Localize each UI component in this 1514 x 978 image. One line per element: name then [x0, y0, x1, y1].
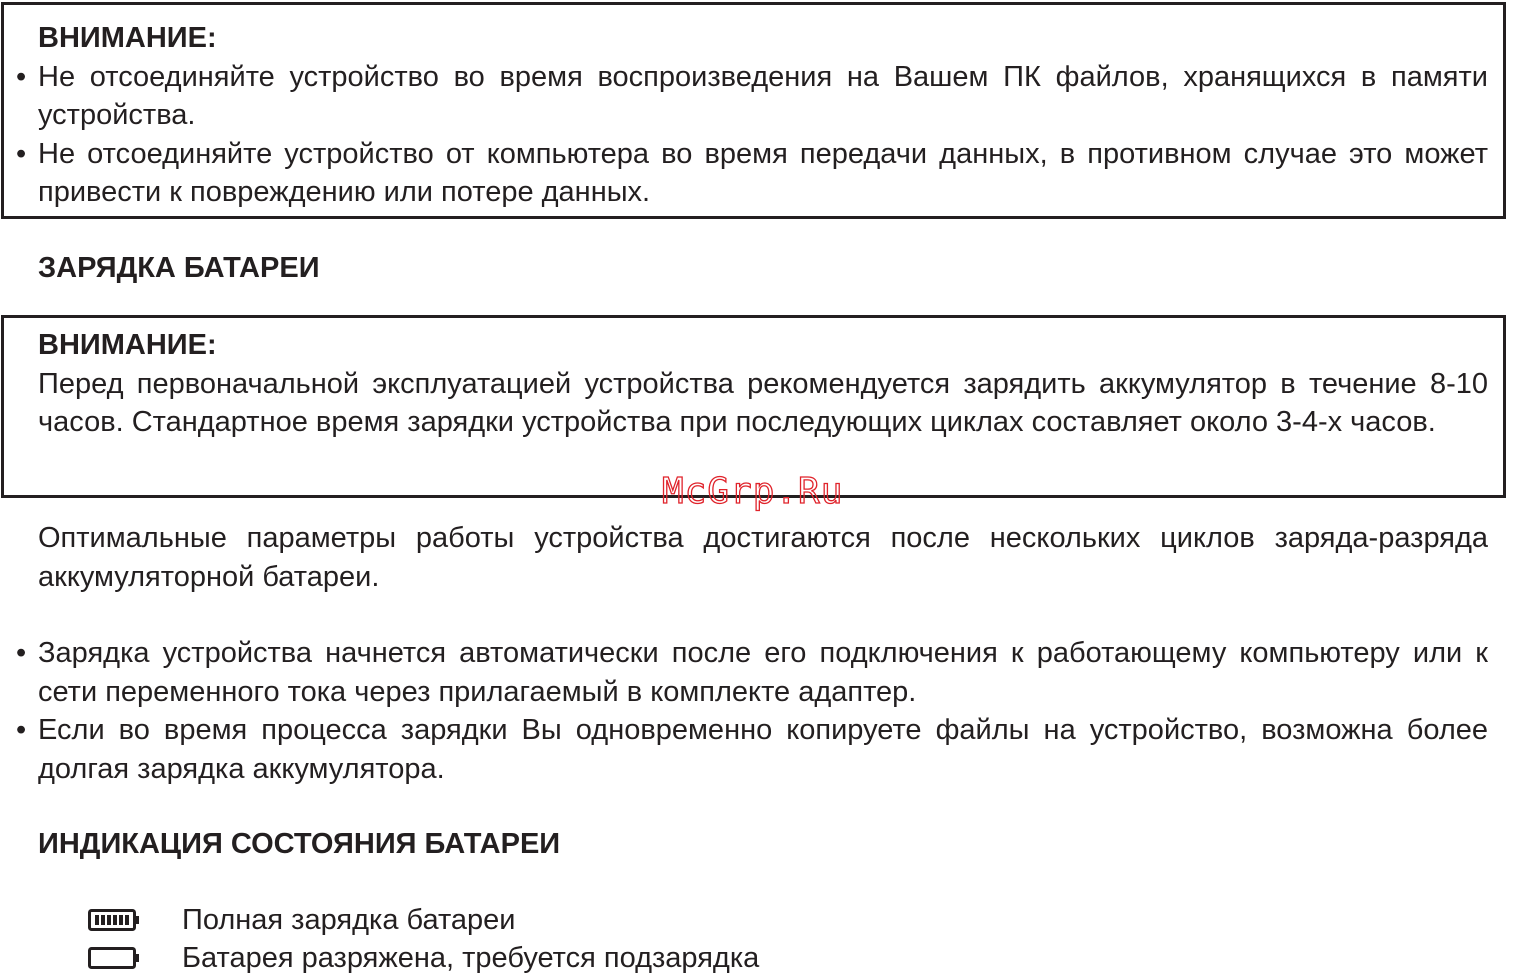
warning-2-content [38, 326, 1488, 442]
charging-item-2: • Если во время процесса зарядки Вы одновременно копируете файлы на устройство, возможна более долгая зарядка аккумулятора. [38, 711, 1488, 788]
section-title-indication: ИНДИКАЦИЯ СОСТОЯНИЯ БАТАРЕИ [38, 828, 561, 860]
battery-empty-icon [88, 946, 140, 970]
warning-1-item-2: • Не отсоединяйте устройство от компьютера во время передачи данных, в противном случае это может привести к повреждению или потере данных. [38, 135, 1488, 212]
optimal-parameters-paragraph: Оптимальные параметры работы устройства достигаются после нескольких циклов заряда-разряда аккумуляторной батареи. [38, 522, 1488, 593]
warning-1-content [16, 19, 1488, 212]
battery-full-icon [88, 908, 140, 932]
bullet: • [16, 60, 27, 93]
bullet: • [16, 137, 27, 170]
charging-list [16, 634, 1488, 788]
section-title-charging: ЗАРЯДКА БАТАРЕИ [38, 252, 320, 284]
indicator-row-empty [88, 939, 759, 977]
warning-2-title: ВНИМАНИЕ: [38, 329, 217, 361]
warning-2-text: Перед первоначальной эксплуатацией устройства рекомендуется зарядить аккумулятор в течение 8-10 часов. Стандартное время зарядки устройства при последующих циклах составляет около 3-4-х часов. [38, 367, 1488, 438]
bullet: • [16, 714, 27, 746]
watermark: McGrp.Ru [662, 471, 844, 512]
charging-item-1: • Зарядка устройства начнется автоматически после его подключения к работающему компьютеру или к сети переменного тока через прилагаемый в комплекте адаптер. [38, 634, 1488, 711]
indicator-row-full [88, 901, 516, 939]
indicator-label-full: Полная зарядка батареи [182, 904, 516, 936]
bullet: • [16, 637, 27, 669]
indicator-label-empty: Батарея разряжена, требуется подзарядка [182, 942, 760, 974]
warning-1-title: ВНИМАНИЕ: [38, 22, 217, 54]
warning-1-item-1: • Не отсоединяйте устройство во время воспроизведения на Вашем ПК файлов, хранящихся в памяти устройства. [38, 58, 1488, 135]
